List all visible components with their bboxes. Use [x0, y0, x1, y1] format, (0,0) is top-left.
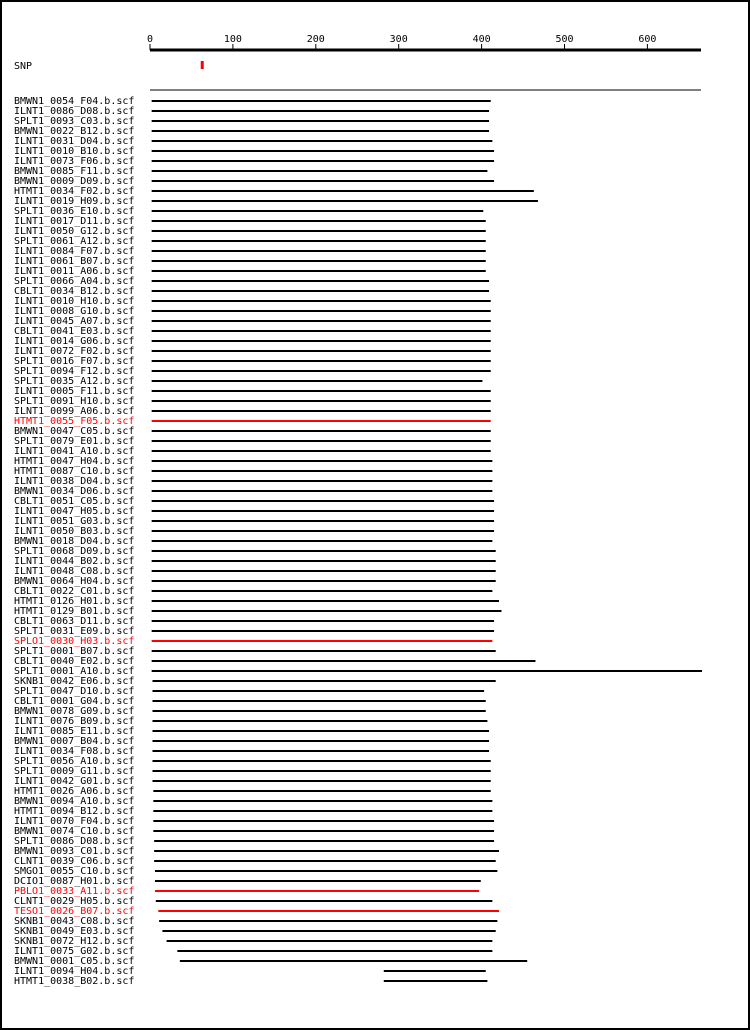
read-name: BMWN1_0064_H04.b.scf [14, 576, 135, 587]
read-name: ILNT1_0038_D04.b.scf [14, 476, 135, 487]
read-name: SKNB1_0049_E03.b.scf [14, 926, 135, 937]
read-name: SPLT1_0093_C03.b.scf [14, 116, 135, 127]
read-name: SPLT1_0009_G11.b.scf [14, 766, 135, 777]
read-name: SMGO1_0055_C10.b.scf [14, 866, 135, 877]
read-name: SKNB1_0072_H12.b.scf [14, 936, 135, 947]
read-name: ILNT1_0047_H05.b.scf [14, 506, 135, 517]
read-name: SPLT1_0016_F07.b.scf [14, 356, 135, 367]
read-name: ILNT1_0008_G10.b.scf [14, 306, 135, 317]
read-name: BMWN1_0007_B04.b.scf [14, 736, 135, 747]
read-name: CBLT1_0034_B12.b.scf [14, 286, 135, 297]
read-name: HTMT1_0034_F02.b.scf [14, 186, 135, 197]
snp-label: SNP [14, 61, 33, 72]
read-name: SPLT1_0031_E09.b.scf [14, 626, 135, 637]
read-name: DCIO1_0087_H01.b.scf [14, 876, 135, 887]
read-name: BMWN1_0078_G09.b.scf [14, 706, 135, 717]
read-name: ILNT1_0011_A06.b.scf [14, 266, 135, 277]
read-name: ILNT1_0031_D04.b.scf [14, 136, 135, 147]
read-name: CBLT1_0051_C05.b.scf [14, 496, 135, 507]
read-name: ILNT1_0014_G06.b.scf [14, 336, 135, 347]
read-name: HTMT1_0026_A06.b.scf [14, 786, 135, 797]
read-name: BMWN1_0047_C05.b.scf [14, 426, 135, 437]
read-name: ILNT1_0061_B07.b.scf [14, 256, 135, 267]
read-name: ILNT1_0086_D08.b.scf [14, 106, 135, 117]
read-name: ILNT1_0041_A10.b.scf [14, 446, 135, 457]
read-name: CLNT1_0039_C06.b.scf [14, 856, 135, 867]
read-name: BMWN1_0022_B12.b.scf [14, 126, 135, 137]
read-name: ILNT1_0048_C08.b.scf [14, 566, 135, 577]
read-name: BMWN1_0001_C05.b.scf [14, 956, 135, 967]
read-name: BMWN1_0054_F04.b.scf [14, 96, 135, 107]
read-name: ILNT1_0075_G02.b.scf [14, 946, 135, 957]
read-name: SPLT1_0035_A12.b.scf [14, 376, 135, 387]
read-name: CBLT1_0001_G04.b.scf [14, 696, 135, 707]
read-name: CBLT1_0022_C01.b.scf [14, 586, 135, 597]
read-name: ILNT1_0019_H09.b.scf [14, 196, 135, 207]
read-name: ILNT1_0073_F06.b.scf [14, 156, 135, 167]
read-name: SPLT1_0091_H10.b.scf [14, 396, 135, 407]
read-name: ILNT1_0051_G03.b.scf [14, 516, 135, 527]
read-name: SKNB1_0043_C08.b.scf [14, 916, 135, 927]
read-name: SPLT1_0066_A04.b.scf [14, 276, 135, 287]
read-name: ILNT1_0085_E11.b.scf [14, 726, 135, 737]
axis-tick-label: 300 [389, 34, 408, 45]
read-name: BMWN1_0093_C01.b.scf [14, 846, 135, 857]
axis-tick-label: 0 [146, 34, 154, 45]
axis-tick-label: 500 [555, 34, 574, 45]
read-name: BMWN1_0074_C10.b.scf [14, 826, 135, 837]
read-name: ILNT1_0070_F04.b.scf [14, 816, 135, 827]
read-name: BMWN1_0034_D06.b.scf [14, 486, 135, 497]
read-name: HTMT1_0038_B02.b.scf [14, 976, 135, 987]
read-name: BMWN1_0094_A10.b.scf [14, 796, 135, 807]
read-name: ILNT1_0017_D11.b.scf [14, 216, 135, 227]
read-name: HTMT1_0129_B01.b.scf [14, 606, 135, 617]
read-name: SPLT1_0047_D10.b.scf [14, 686, 135, 697]
axis-tick-label: 200 [306, 34, 325, 45]
read-name: SPLT1_0036_E10.b.scf [14, 206, 135, 217]
read-name: CBLT1_0041_E03.b.scf [14, 326, 135, 337]
axis-tick-label: 600 [638, 34, 657, 45]
read-name: CBLT1_0040_E02.b.scf [14, 656, 135, 667]
read-name: ILNT1_0045_A07.b.scf [14, 316, 135, 327]
read-name: ILNT1_0094_H04.b.scf [14, 966, 135, 977]
read-name: PBLO1_0033_A11.b.scf [14, 886, 135, 897]
read-name: HTMT1_0094_B12.b.scf [14, 806, 135, 817]
read-name: ILNT1_0072_F02.b.scf [14, 346, 135, 357]
axis-tick-label: 100 [223, 34, 242, 45]
read-name: SPLT1_0079_E01.b.scf [14, 436, 135, 447]
read-name: SPLT1_0068_D09.b.scf [14, 546, 135, 557]
read-name: ILNT1_0044_B02.b.scf [14, 556, 135, 567]
read-name: SPLT1_0061_A12.b.scf [14, 236, 135, 247]
read-name: SPLO1_0030_H03.b.scf [14, 636, 135, 647]
read-name: ILNT1_0042_G01.b.scf [14, 776, 135, 787]
read-name: HTMT1_0047_H04.b.scf [14, 456, 135, 467]
read-name: ILNT1_0005_F11.b.scf [14, 386, 135, 397]
read-name: ILNT1_0010_H10.b.scf [14, 296, 135, 307]
read-name: SPLT1_0001_A10.b.scf [14, 666, 135, 677]
read-name: ILNT1_0050_G12.b.scf [14, 226, 135, 237]
read-name: SPLT1_0086_D08.b.scf [14, 836, 135, 847]
read-name: ILNT1_0076_B09.b.scf [14, 716, 135, 727]
read-name: SPLT1_0056_A10.b.scf [14, 756, 135, 767]
read-name: ILNT1_0010_B10.b.scf [14, 146, 135, 157]
read-name: CBLT1_0063_D11.b.scf [14, 616, 135, 627]
read-name: SPLT1_0094_F12.b.scf [14, 366, 135, 377]
read-name: SPLT1_0001_B07.b.scf [14, 646, 135, 657]
read-name: HTMT1_0087_C10.b.scf [14, 466, 135, 477]
read-name: ILNT1_0050_B03.b.scf [14, 526, 135, 537]
read-name: BMWN1_0009_D09.b.scf [14, 176, 135, 187]
read-name: BMWN1_0018_D04.b.scf [14, 536, 135, 547]
read-name: HTMT1_0126_H01.b.scf [14, 596, 135, 607]
read-name: ILNT1_0084_F07.b.scf [14, 246, 135, 257]
read-name: TESO1_0026_B07.b.scf [14, 906, 135, 917]
read-name: CLNT1_0029_H05.b.scf [14, 896, 135, 907]
read-name: BMWN1_0085_F11.b.scf [14, 166, 135, 177]
read-name: ILNT1_0034_F08.b.scf [14, 746, 135, 757]
snp-marker [201, 61, 204, 69]
read-name: ILNT1_0099_A06.b.scf [14, 406, 135, 417]
axis-tick-label: 400 [472, 34, 491, 45]
read-name: SKNB1_0042_E06.b.scf [14, 676, 135, 687]
read-name: HTMT1_0055_F05.b.scf [14, 416, 135, 427]
